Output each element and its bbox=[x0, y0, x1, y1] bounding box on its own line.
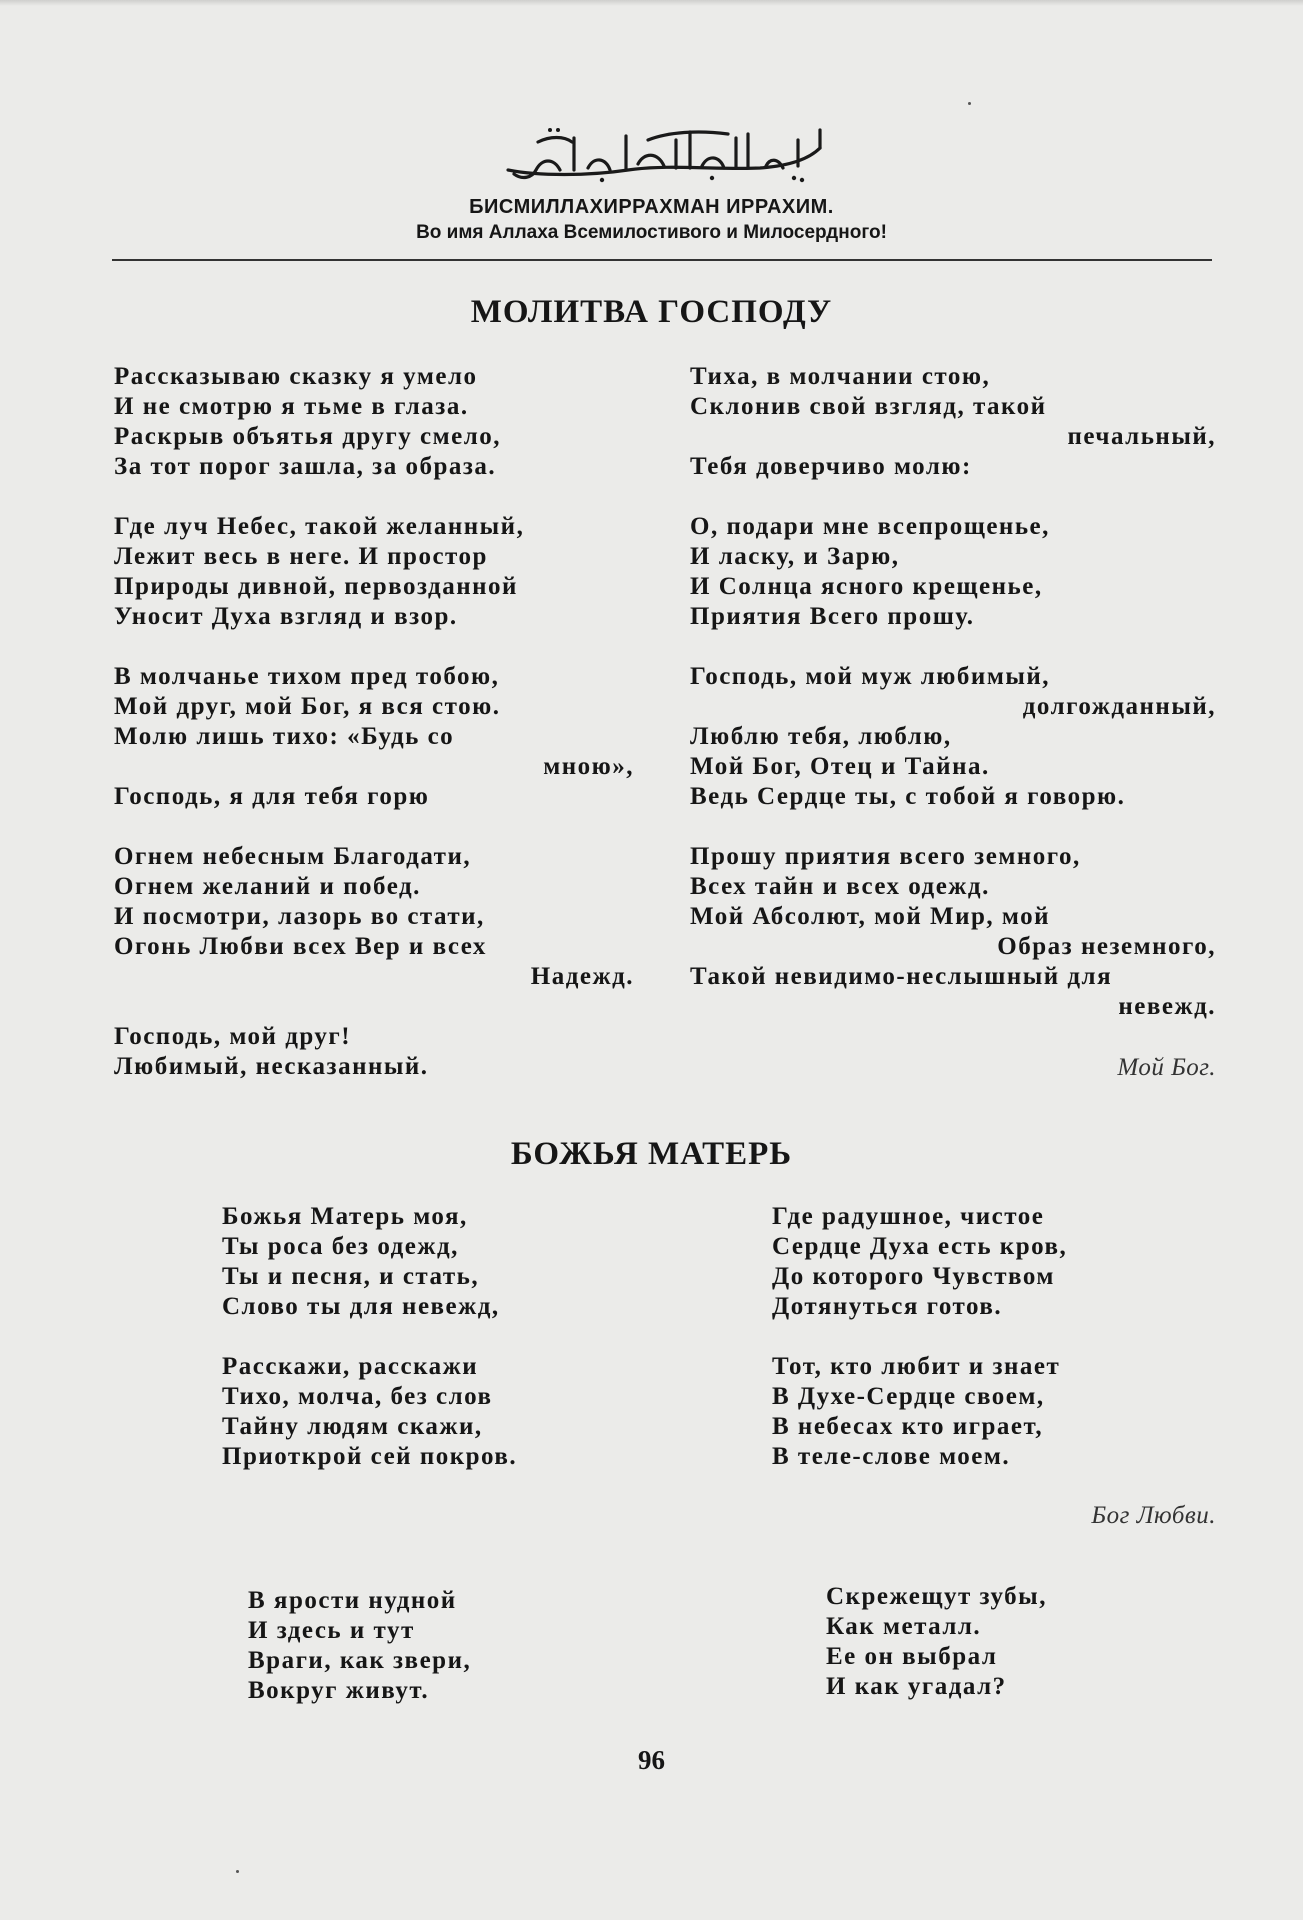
poem-line: Огнем желаний и побед. bbox=[114, 873, 421, 900]
poem-column-right bbox=[690, 362, 1216, 1022]
poem-line: Слово ты для невежд, bbox=[222, 1293, 500, 1320]
stanza-gap bbox=[690, 812, 1216, 842]
poem-line: В теле-слове моем. bbox=[772, 1443, 1011, 1470]
poem-line: Огонь Любви всех Вер и всех bbox=[114, 933, 487, 960]
poem-line: Ты роса без одежд, bbox=[222, 1233, 459, 1260]
poem-line: Рассказываю сказку я умело bbox=[114, 363, 478, 390]
poem-line: Такой невидимо-неслышный для bbox=[690, 963, 1113, 990]
bismillah-heading: БИСМИЛЛАХИРРАХМАН ИРРАХИМ. bbox=[469, 196, 834, 218]
poem-line: О, подари мне всепрощенье, bbox=[690, 513, 1050, 540]
poem-line: Ведь Сердце ты, с тобой я говорю. bbox=[690, 783, 1126, 810]
poem-line: В молчанье тихом пред тобою, bbox=[114, 663, 500, 690]
poem-line: Расскажи, расскажи bbox=[222, 1353, 479, 1380]
poem-line: За тот порог зашла, за образа. bbox=[114, 453, 497, 480]
poem-signature: Мой Бог. bbox=[1117, 1054, 1216, 1081]
poem-line: Тиха, в молчании стою, bbox=[690, 363, 991, 390]
poem-line: печальный, bbox=[1067, 423, 1216, 450]
stanza-gap bbox=[114, 632, 634, 662]
poem-line: И здесь и тут bbox=[248, 1617, 415, 1644]
poem-line: Мой друг, мой Бог, я вся стою. bbox=[114, 693, 501, 720]
stanza-gap bbox=[222, 1322, 642, 1352]
scan-speck bbox=[968, 102, 971, 105]
poem-line: Господь, мой друг! bbox=[114, 1023, 352, 1050]
poem-line: Мой Абсолют, мой Мир, мой bbox=[690, 903, 1051, 930]
scan-speck bbox=[236, 1870, 239, 1873]
stanza-gap bbox=[114, 992, 634, 1022]
poem-line: Надежд. bbox=[530, 963, 634, 990]
poem-line: Приоткрой сей покров. bbox=[222, 1443, 518, 1470]
poem-line: долгожданный, bbox=[1022, 693, 1216, 720]
poem-line: В небесах кто играет, bbox=[772, 1413, 1044, 1440]
poem-line: Тот, кто любит и знает bbox=[772, 1353, 1061, 1380]
poem-line: Природы дивной, первозданной bbox=[114, 573, 518, 600]
poem-line: Приятия Всего прошу. bbox=[690, 603, 975, 630]
poem-line: Сердце Духа есть кров, bbox=[772, 1233, 1068, 1260]
poem-column-right bbox=[826, 1582, 1206, 1702]
stanza-gap bbox=[772, 1322, 1192, 1352]
poem-column-left bbox=[248, 1586, 648, 1706]
poem-line: И как угадал? bbox=[826, 1673, 1007, 1700]
header-divider bbox=[112, 259, 1212, 261]
poem-line: Ее он выбрал bbox=[826, 1643, 998, 1670]
poem-line: Господь, я для тебя горю bbox=[114, 783, 430, 810]
poem-line: Тихо, молча, без слов bbox=[222, 1383, 493, 1410]
poem-line: Прошу приятия всего земного, bbox=[690, 843, 1081, 870]
poem-line: Где радушное, чистое bbox=[772, 1203, 1045, 1230]
poem-signature: Бог Любви. bbox=[1091, 1502, 1216, 1529]
poem-line: Образ неземного, bbox=[997, 933, 1216, 960]
poem-line: Люблю тебя, люблю, bbox=[690, 723, 952, 750]
poem-title: МОЛИТВА ГОСПОДУ bbox=[470, 294, 833, 330]
poem-line: Огнем небесным Благодати, bbox=[114, 843, 472, 870]
scan-edge bbox=[0, 0, 1303, 6]
poem-line: Тайну людям скажи, bbox=[222, 1413, 483, 1440]
poem-line: Лежит весь в неге. И простор bbox=[114, 543, 488, 570]
poem-line: Любимый, несказанный. bbox=[114, 1053, 429, 1080]
poem-line: И посмотри, лазорь во стати, bbox=[114, 903, 485, 930]
poem-line: мною», bbox=[543, 753, 634, 780]
poem-line: Вокруг живут. bbox=[248, 1677, 430, 1704]
bismillah-translation: Во имя Аллаха Всемилостивого и Милосердного! bbox=[416, 222, 887, 243]
poem-line: Всех тайн и всех одежд. bbox=[690, 873, 990, 900]
poem-line: Враги, как звери, bbox=[248, 1647, 472, 1674]
stanza-gap bbox=[114, 812, 634, 842]
poem-line: Как металл. bbox=[826, 1613, 982, 1640]
poem-column-right bbox=[772, 1202, 1192, 1472]
poem-title: БОЖЬЯ МАТЕРЬ bbox=[510, 1136, 793, 1172]
stanza-gap bbox=[690, 482, 1216, 512]
poem-line: Уносит Духа взгляд и взор. bbox=[114, 603, 458, 630]
poem-column-left bbox=[114, 362, 634, 1082]
stanza-gap bbox=[690, 632, 1216, 662]
poem-line: Господь, мой муж любимый, bbox=[690, 663, 1051, 690]
page-number: 96 bbox=[638, 1745, 665, 1775]
poem-line: Мой Бог, Отец и Тайна. bbox=[690, 753, 990, 780]
poem-line: До которого Чувством bbox=[772, 1263, 1055, 1290]
poem-column-left bbox=[222, 1202, 642, 1472]
poem-line: И не смотрю я тьме в глаза. bbox=[114, 393, 469, 420]
poem-line: невежд. bbox=[1118, 993, 1216, 1020]
poem-line: Молю лишь тихо: «Будь со bbox=[114, 723, 455, 750]
poem-line: Где луч Небес, такой желанный, bbox=[114, 513, 525, 540]
stanza-gap bbox=[114, 482, 634, 512]
bismillah-calligraphy bbox=[498, 118, 830, 188]
poem-line: Тебя доверчиво молю: bbox=[690, 453, 972, 480]
poem-line: Раскрыв объятья другу смело, bbox=[114, 423, 502, 450]
poem-line: И Солнца ясного крещенье, bbox=[690, 573, 1043, 600]
poem-line: Ты и песня, и стать, bbox=[222, 1263, 480, 1290]
poem-line: Дотянуться готов. bbox=[772, 1293, 1003, 1320]
poem-line: Склонив свой взгляд, такой bbox=[690, 393, 1047, 420]
poem-line: Божья Матерь моя, bbox=[222, 1203, 468, 1230]
poem-line: В Духе-Сердце своем, bbox=[772, 1383, 1045, 1410]
poem-line: И ласку, и Зарю, bbox=[690, 543, 900, 570]
poem-line: Скрежещут зубы, bbox=[826, 1583, 1047, 1610]
poem-line: В ярости нудной bbox=[248, 1587, 457, 1614]
